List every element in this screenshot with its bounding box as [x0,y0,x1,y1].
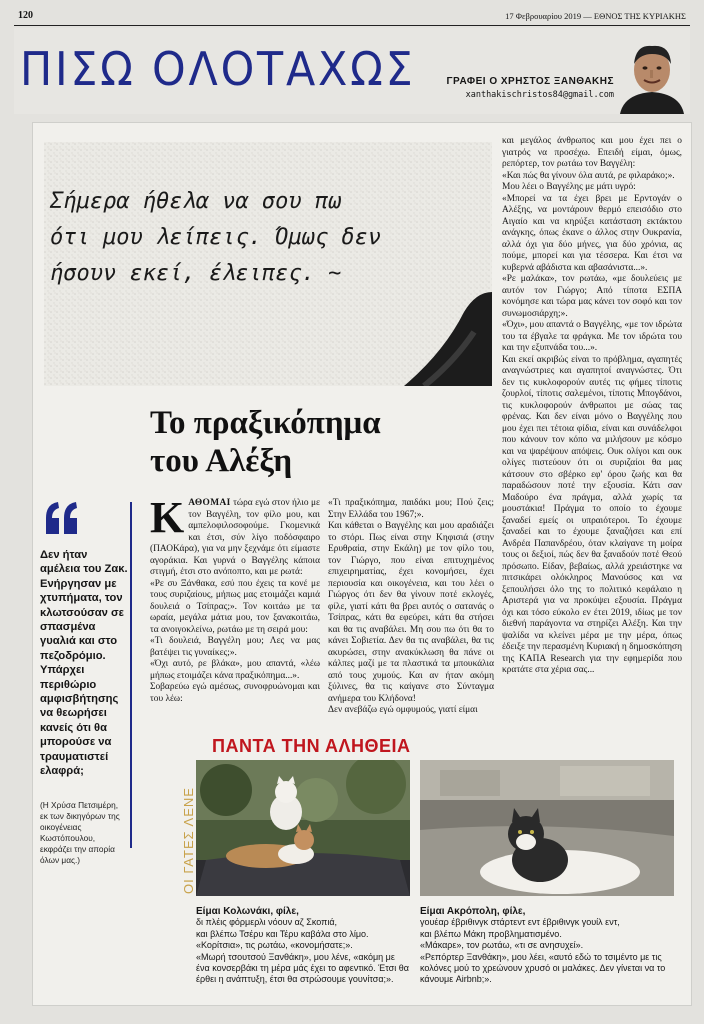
graffiti-line: ήσουν εκεί, έλειπες. ~ [50,261,342,286]
pull-quote-attribution: (Η Χρύσα Πετσιμέρη, εκ των δικηγόρων της οικογένειας Κωστόπουλου, εκφράζει την απορία όλων μας.) [40,800,120,865]
author-portrait-image [614,34,690,114]
article-paragraph: «Ρε μαλάκα», τον ρωτάω, «με δουλεύεις με αυτόν τον Γιώργο; Από τίποτα ΕΣΠΑ κονόμησε και τώρα μας κάνει τον σοφό και τον συνωμοσιάρχη;». [502,274,682,319]
column-header [14,28,690,114]
article-paragraph: Και κάθεται ο Βαγγέλης και μου αραδιάζει το στόρι. Πως είναι στην Κηφισιά (στην Ερυθραία, στην Εκάλη) με τον φίλο του, τον Γιώργο, που είναι επιτυχημένος επιχειρηματίας, έχει κονομήσει, έχει περιουσία και οικογένεια, και του λέει ο Γιώργος ότι δεν θα γίνουν ποτέ εκλογές, φίλε, γιατί κάτι θα βρει αυτός ο σατανάς ο Τσίπρας, κάτι θα εφεύρει, κάτι θα στήσει και θα τις αναβάλει. Μη σου πω ότι θα το κάνει Σοβιετία. Δεν θα τις αναβάλει, θα τις ακυρώσει, στην ανακύκλωση θα πάνε οι κάλπες μαζί με τα πλαστικά τα μπουκάλια από τους χυμούς. Και αν ήταν ακόμη ξύλινες, θα τις καίγανε στο Σύνταγμα ανήμερα του Κλήδονα! [328,521,494,704]
byline-author: ΓΡΑΦΕΙ Ο ΧΡΗΣΤΟΣ ΞΑΝΘΑΚΗΣ [446,76,614,87]
cats-rail [180,760,196,894]
byline [444,76,614,100]
pull-quote-text: Δεν ήταν αμέλεια του Ζακ. Ενήργησαν με χτυπήματα, τον κλωτσούσαν σε σπασμένα γυαλιά και στο πεζοδρόμιο. Υπάρχει περιθώριο αμφισβήτησης να θεωρήσει κανείς ότι θα μπορούσε να τραυματιστεί ελαφρά; [40,549,128,778]
graffiti-photo [44,142,492,386]
article-lead-paragraph [150,493,320,579]
article-paragraph: «Όχι αυτό, ρε βλάκα», μου απαντά, «λέω μήπως ετοιμάζει κάνα πραξικόπημα...». [150,659,320,681]
article-paragraph: «Και πώς θα γίνουν όλα αυτά, ρε φιλαράκο;». [502,170,675,181]
cat-caption-line: «Ρεπόρτερ Ξανθάκη», μου λέει, «αυτό εδώ το τσιμέντο με τις κολόνες μού το χρεώνουν χρυσό οι μαλάκες. Δεν γίνεται να το κάνουμε Airbnb;». [420,951,666,985]
article-title-line: Το πραξικόπημα [150,405,381,441]
page-number: 120 [18,10,33,21]
article-column-1 [150,493,320,734]
dateline: 17 Φεβρουαρίου 2019 — ΕΘΝΟΣ ΤΗΣ ΚΥΡΙΑΚΗΣ [505,11,686,21]
article-column-2 [328,498,494,734]
cat-photo-akropoli-image [420,760,674,896]
article-paragraph: και μεγάλος άνθρωπος και μου έχει πει ο γιατρός να προσέχω. Επειδή είμαι, όμως, ρεπόρτερ, τον ρωτάω τον Βαγγέλη: [502,136,682,169]
cats-section-header: ΠΑΝΤΑ ΤΗΝ ΑΛΗΘΕΙΑ [212,736,411,756]
article-paragraph: «Ρε συ Ξάνθακα, εσύ που έχεις τα κονέ με τους συριζαίους, μήπως μας ετοιμάζει καμιά δουλειά ο Τσίπρας;». Τον κοιτάω με τα ωραία, μεγάλα μάτια μου, τον ξανακοιτάω, τα ανοιγοκλείνω, ρωτάω με τη σειρά μου: [150,578,320,635]
article-paragraph: «Όχι», μου απαντά ο Βαγγέλης, «με τον ιδρώτα του τα έβγαλε τα φράγκα. Με τον ιδρώτα του και την εξυπνάδα του...». [502,320,682,353]
cat-caption-line: «Κορίτσια», τις ρωτάω, «κονομήσατε;». [196,940,353,951]
lead-in: ΑΘΟΜΑΙ [188,498,231,508]
cat-photo-kolonaki-image [196,760,410,896]
column-masthead: ΠΙΣΩ ΟΛΟΤΑΧΩΣ [20,42,416,96]
quote-mark-icon [42,500,82,536]
article-paragraph: Μου λέει ο Βαγγέλης με μάτι υγρό: [502,182,636,192]
graffiti-line: Σήμερα ήθελα να σου πω [50,189,342,214]
page-top-strip [14,8,690,26]
graffiti-line: ότι μου λείπεις. Όμως δεν [50,225,382,250]
cat-caption-akropoli [420,906,674,986]
lead-text: τώρα εγώ στον ήλιο με τον Βαγγέλη, τον φίλο μου, και αμπελοφιλοσοφούμε. Γκομενικά και έτσι, σύν λίγο ποδόσφαιρο (ΠΑΟΚάρα), για να μην ξεχνάμε ότι είμαστε αγοράκια. Και γυρνά ο Βαγγέλης κάποια στιγμή, έτσι στο ανόποπτο, και με ρωτά: [150,498,320,577]
article-title [150,404,450,480]
cats-rail-label: ΟΙ ΓΑΤΕΣ ΛΕΝΕ [181,787,196,894]
author-portrait [614,34,690,114]
article-column-3 [502,136,682,708]
cat-caption-line: «Μωρή τσουτσού Ξανθάκη», μου λένε, «ακόμη με ένα κονσερβάκι τη μέρα μάς έχει το αφεντικό. Έτσι θα έρθει η ανάπτυξη, έτσι θα στρώσουμε γουνίτσα;». [196,951,409,985]
article-paragraph: «Μπορεί να τα έχει βρει με Ερντογάν ο Αλέξης, να μοντάρουν θερμό επεισόδιο στο Αιγαίο και να κηρύξει κατάσταση εκτάκτου ανάγκης, όπως έκανε ο άλλος στην Ουκρανία, αλλά όχι για δύο μήνες, για δύο χρόνια, ας πούμε, μπορεί και για τέσσερα. Και έτσι να κυβερνά αβάδιστα και αβασάνιστα...». [502,193,682,273]
cat-photo-akropoli [420,760,674,896]
cat-caption-line: και βλέπω Μάκη προβληματισμένο. [420,928,562,939]
article-paragraph: Σοβαρεύω εγώ αμέσως, συνοφρυώνομαι και του λέω: [150,682,320,704]
drop-cap: Κ [150,493,185,542]
cat-caption-line: «Μάκαρε», τον ρωτάω, «τι σε ανησυχεί». [420,940,584,951]
graffiti-text [50,184,480,292]
article-paragraph: Και εκεί ακριβώς είναι το πρόβλημα, αγαπητές αναγνώστριες και αγαπητοί αναγνώστες. Ότι δεν τις κυκλοφορούν αυτές τις φήμες τίποτις ζουρλοί, τίποτις σαλεμένοι, τίποτις Μπογδάνοι, τις κυκλοφορούν άνθρωποι με σώας τας φρένας. Και δεν είναι μόνο ο Βαγγέλης που μου έχει πει τέτοια φίδια, είναι και συνάδελφοι που κάνουν τον κόπο να μιλήσουν με κόσμο και να ψαρέψουν απόψεις. Ουκ ολίγοι και ουκ ολίγες πιστεύουν ότι οι συριζαίοι θα μας κάτσουν στο σβέρκο εφ' όρου ζωής και θα παραδώσουν ποτέ την εξουσία. Κάτι σαν Μαδούρο ένα πράγμα, αλλά χωρίς τα μουστάκια! Πράγμα το οποίο το έχουμε ξαναδεί εμείς οι υπραιότεροι. Το έχουμε ξαναδεί και το έχουμε ξαναζήσει και επί Ανδρέα Παπανδρέου, όταν κλαίγανε τη μοίρα τους οι δεξιοί, πώς δεν θα ξαναδούν ποτέ Θεού πρόσωπο. Είδαν, βεβαίως, αλλά χρειάστηκε να πιτσικάρει ολόκληρος Μανούσος και να ξεπουλήσει όλο της το πολιτικό κεφάλαιο η Αριστερά για να προκύψει εξουσία. Πράγμα όχι και τόσο εύκολο εν έτει 2019, ιδίως με τον διεθνή παράγοντα να στηρίζει Αλέξη. Και την ψαλίδα να κλείνει μέρα με την μέρα, όπως έδειξε την περασμένη Κυριακή η δημοσκόπηση της ΚΑΠΑ Research για την εφημερίδα που κρατάτε στα χέρια σας... [502,354,682,675]
cat-caption-line: γουέαρ έβριθινγκ στάρτεντ εντ έβριθινγκ γουίλ εντ, [420,917,620,928]
cat-caption-title: Είμαι Ακρόπολη, φίλε, [420,906,526,917]
byline-email[interactable]: xanthakischristos84@gmail.com [465,90,614,100]
article-paragraph: Δεν ανεβάζω εγώ ομφυμούς, γιατί είμαι [328,705,478,715]
cat-caption-line: δι πλέις φόρμερλι νόουν αζ Σκοπιά, [196,917,338,928]
cat-caption-kolonaki [196,906,410,986]
article-paragraph: «Τι δουλειά, Βαγγέλη μου; Λες να μας βατέψει τις γυναίκες;». [150,636,320,658]
cat-caption-line: και βλέπω Τσέρυ και Τέρυ καβάλα στο λίμο. [196,928,369,939]
article-title-line: του Αλέξη [150,443,293,479]
cat-caption-title: Είμαι Κολωνάκι, φίλε, [196,906,299,917]
cat-photo-kolonaki [196,760,410,896]
article-paragraph: «Τι πραξικόπημα, παιδάκι μου; Πού ζεις; Στην Ελλάδα του 1967;». [328,498,494,520]
